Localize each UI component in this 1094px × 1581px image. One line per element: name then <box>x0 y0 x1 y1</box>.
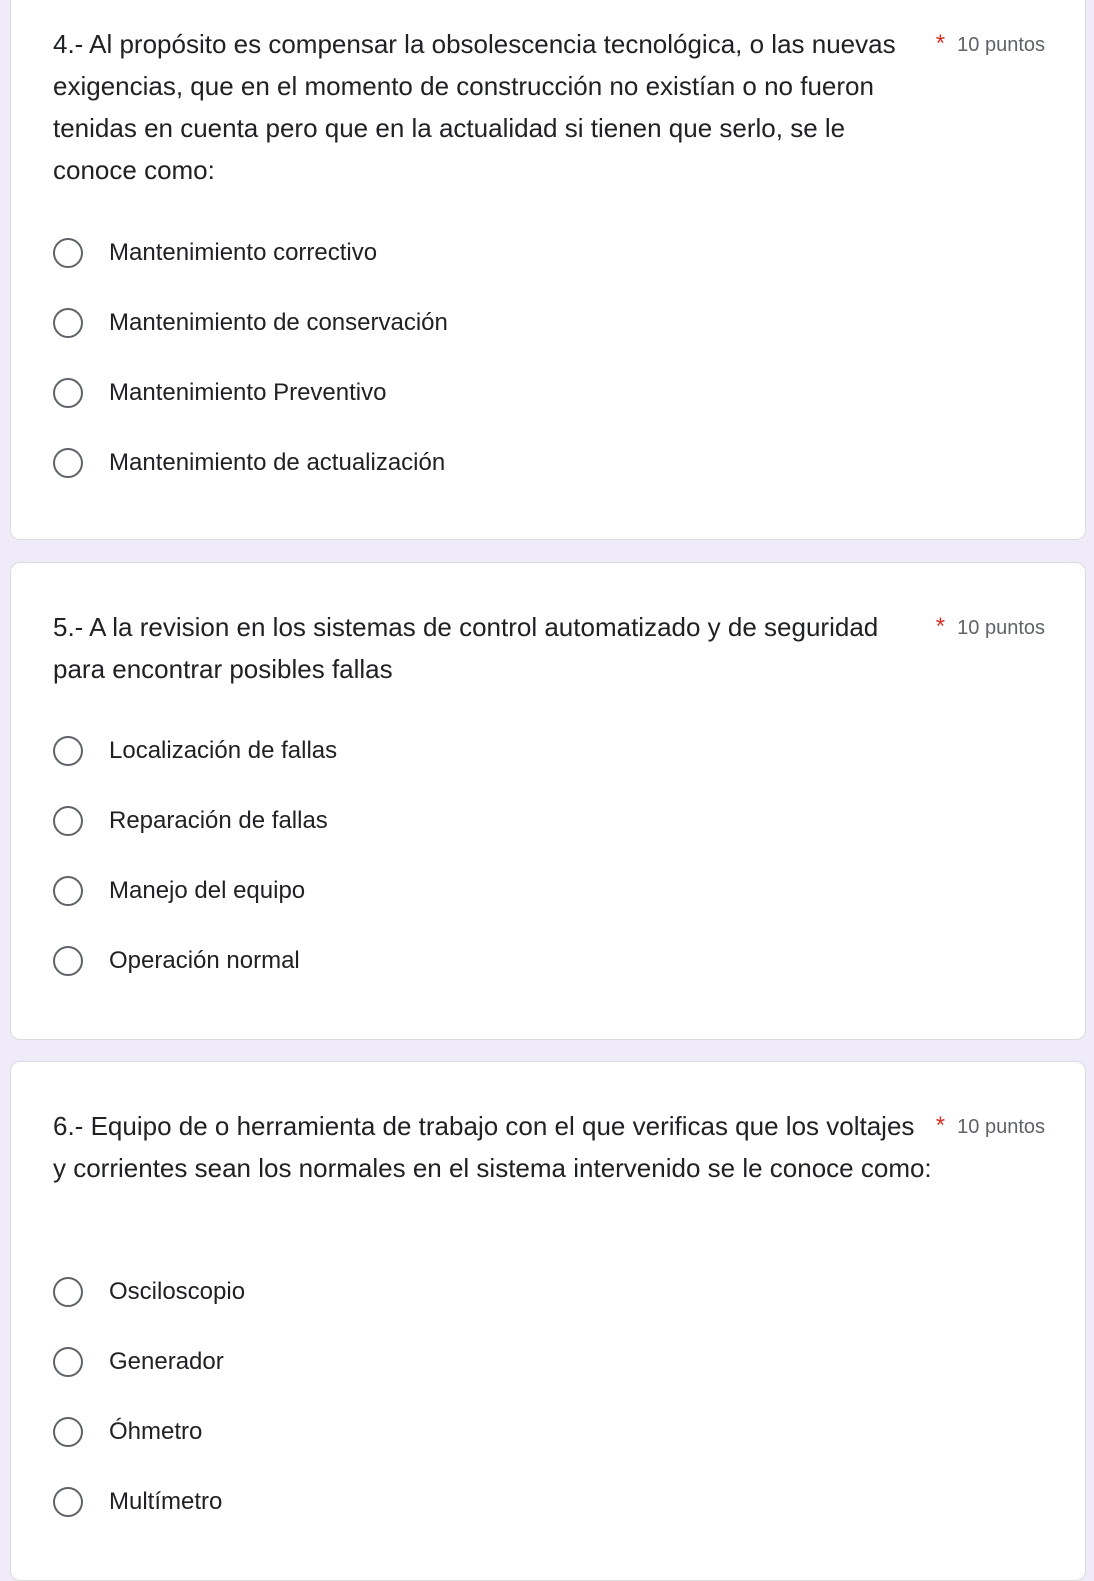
question-title: 5.- A la revision en los sistemas de control automatizado y de seguridad para encontrar posibles fallas <box>53 612 879 684</box>
radio-option[interactable] <box>53 941 300 981</box>
option-label: Reparación de fallas <box>109 807 328 834</box>
option-label: Osciloscopio <box>109 1278 246 1305</box>
question-points <box>936 606 1045 649</box>
option-label: Generador <box>109 1348 224 1375</box>
question-points <box>936 23 1045 66</box>
radio-option[interactable] <box>53 1272 245 1312</box>
question-card-5 <box>10 562 1086 1040</box>
question-card-4 <box>10 0 1086 540</box>
radio-button-icon[interactable] <box>53 308 83 338</box>
radio-option[interactable] <box>53 801 328 841</box>
radio-option[interactable] <box>53 303 448 343</box>
question-points <box>936 1105 1045 1148</box>
option-label: Operación normal <box>109 947 300 974</box>
radio-option[interactable] <box>53 1482 222 1522</box>
points-label: 10 puntos <box>957 1116 1045 1138</box>
radio-button-icon[interactable] <box>53 806 83 836</box>
option-label: Mantenimiento de actualización <box>109 449 446 476</box>
question-title: 4.- Al propósito es compensar la obsolescencia tecnológica, o las nuevas exigencias, que en el momento de construcción no existían o no fueron tenidas en cuenta pero que en la actualidad si tienen que serlo, se le conoce como: <box>53 29 896 185</box>
required-asterisk: * <box>935 30 946 57</box>
radio-option[interactable] <box>53 443 445 483</box>
radio-button-icon[interactable] <box>53 1277 83 1307</box>
points-label: 10 puntos <box>957 617 1045 639</box>
radio-button-icon[interactable] <box>53 1347 83 1377</box>
radio-option[interactable] <box>53 871 305 911</box>
radio-option[interactable] <box>53 731 337 771</box>
radio-option[interactable] <box>53 233 377 273</box>
radio-button-icon[interactable] <box>53 1417 83 1447</box>
radio-button-icon[interactable] <box>53 1487 83 1517</box>
option-label: Manejo del equipo <box>109 877 306 904</box>
option-label: Mantenimiento Preventivo <box>109 379 387 406</box>
radio-button-icon[interactable] <box>53 238 83 268</box>
radio-button-icon[interactable] <box>53 876 83 906</box>
option-label: Multímetro <box>109 1488 223 1515</box>
option-label: Óhmetro <box>109 1418 203 1445</box>
radio-button-icon[interactable] <box>53 736 83 766</box>
radio-button-icon[interactable] <box>53 378 83 408</box>
question-title: 6.- Equipo de o herramienta de trabajo con el que verificas que los voltajes y corrientes sean los normales en el sistema intervenido se le conoce como: <box>53 1111 932 1183</box>
radio-option[interactable] <box>53 1342 224 1382</box>
required-asterisk: * <box>935 1112 946 1139</box>
radio-option[interactable] <box>53 1412 202 1452</box>
question-card-6 <box>10 1061 1086 1581</box>
points-label: 10 puntos <box>957 34 1045 56</box>
radio-button-icon[interactable] <box>53 946 83 976</box>
option-label: Mantenimiento correctivo <box>109 239 378 266</box>
option-label: Mantenimiento de conservación <box>109 309 448 336</box>
radio-option[interactable] <box>53 373 386 413</box>
option-label: Localización de fallas <box>109 737 338 764</box>
required-asterisk: * <box>935 613 946 640</box>
radio-button-icon[interactable] <box>53 448 83 478</box>
